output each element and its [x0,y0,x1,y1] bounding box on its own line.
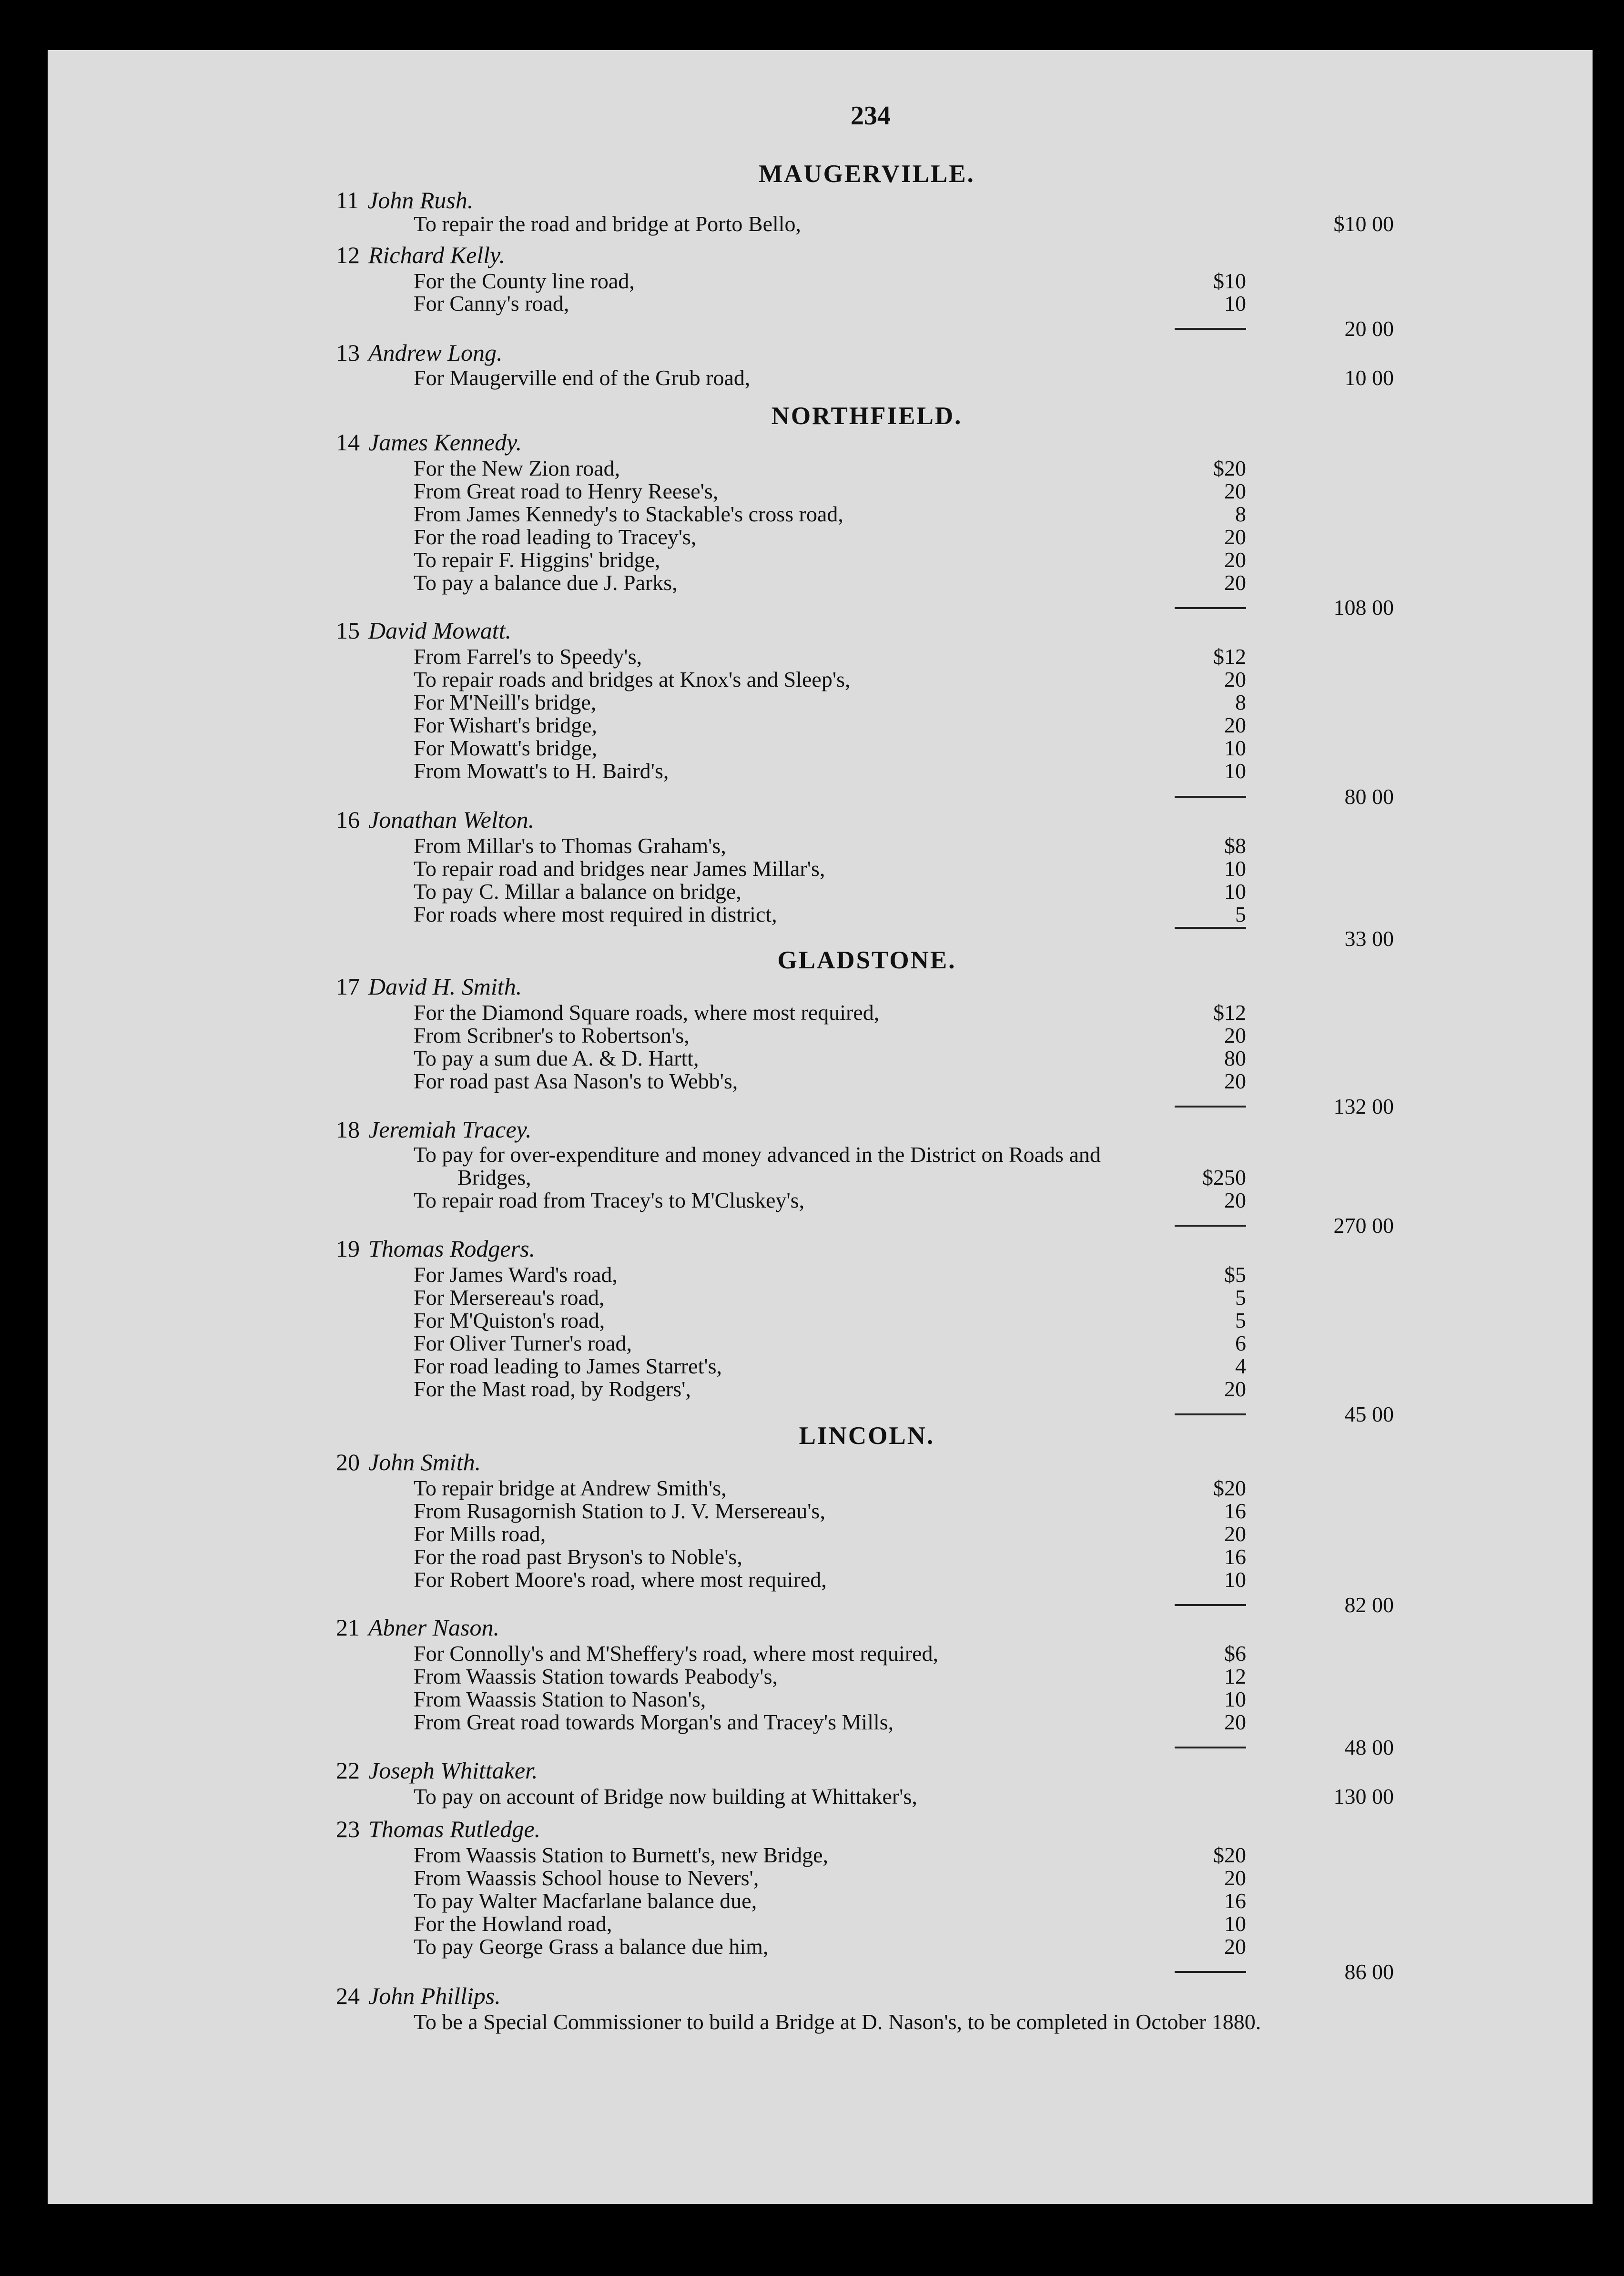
line-item-description: To repair F. Higgins' bridge, [414,548,660,572]
entry-total: 108 00 [1333,595,1394,620]
line-item-description: For James Ward's road, [414,1262,618,1287]
line-item-description: For road leading to James Starret's, [414,1354,722,1378]
entry-total: 33 00 [1344,926,1394,951]
line-item-amount: $12 [1213,1000,1246,1025]
line-item-description: For the New Zion road, [414,456,620,480]
entry-header [336,975,522,999]
line-item-description: For Connolly's and M'Sheffery's road, where most required, [414,1641,938,1666]
subtotal-rule [1175,607,1246,609]
line-item-amount: 5 [1235,1308,1246,1332]
commissioner-name: David H. Smith. [368,973,522,1000]
line-item-amount: 8 [1235,502,1246,526]
line-item-amount: 8 [1235,690,1246,714]
line-item-amount: 20 [1224,1522,1246,1546]
commissioner-name: Abner Nason. [368,1614,499,1641]
entry-header [336,1118,532,1142]
line-item-amount: 20 [1224,1188,1246,1212]
line-item-description: To repair road from Tracey's to M'Cluskey's, [414,1188,805,1212]
subtotal-rule [1175,796,1246,798]
line-item-description: From Waassis School house to Nevers', [414,1866,759,1890]
commissioner-name: John Phillips. [368,1982,501,2009]
entry-header [336,1758,538,1783]
line-item-description: From Waassis Station to Nason's, [414,1687,706,1711]
line-item-description: To repair road and bridges near James Millar's, [414,856,825,881]
line-item-amount: 10 [1224,736,1246,760]
line-item-description: To pay a balance due J. Parks, [414,570,678,595]
line-item-description: For M'Neill's bridge, [414,690,597,714]
line-item-amount: 10 [1224,879,1246,904]
line-item-description: For Mills road, [414,1522,546,1546]
subtotal-rule [1175,1413,1246,1415]
line-item-description: For the Mast road, by Rodgers', [414,1377,691,1401]
line-item-amount: 10 [1224,1911,1246,1936]
entry-number: 13 [336,339,360,366]
line-item-description: From Farrel's to Speedy's, [414,644,642,669]
entry-total: 20 00 [1344,316,1394,341]
entry-total: $10 00 [1333,212,1394,236]
entry-number: 23 [336,1816,360,1842]
entry-header [336,243,505,268]
entry-number: 11 [336,187,359,213]
line-item-amount: 4 [1235,1354,1246,1378]
line-item-description: To pay Walter Macfarlane balance due, [414,1889,757,1913]
line-item-amount: 20 [1224,479,1246,503]
commissioner-name: John Smith. [368,1449,481,1475]
line-item-description: For the road past Bryson's to Noble's, [414,1544,742,1569]
line-item-description: For the road leading to Tracey's, [414,525,697,549]
entry-total: 270 00 [1333,1213,1394,1238]
line-item-description: To pay for over-expenditure and money advanced in the District on Roads and [414,1142,1101,1167]
subtotal-rule [1175,1225,1246,1227]
line-item-description: From Rusagornish Station to J. V. Mersereau's, [414,1499,825,1523]
entry-total: 130 00 [1333,1784,1394,1809]
line-item-description: From Mowatt's to H. Baird's, [414,759,669,783]
line-item-description: For road past Asa Nason's to Webb's, [414,1069,738,1093]
line-item-amount: 16 [1224,1889,1246,1913]
entry-total: 86 00 [1344,1960,1394,1984]
line-item-amount: 10 [1224,856,1246,881]
line-item-description: From Scribner's to Robertson's, [414,1023,690,1047]
line-item-description: For Maugerville end of the Grub road, [414,366,751,390]
line-item-amount: 6 [1235,1331,1246,1355]
line-item-amount: $6 [1224,1641,1246,1666]
section-heading: MAUGERVILLE. [759,160,975,188]
entry-number: 18 [336,1116,360,1143]
entry-number: 24 [336,1982,360,2009]
commissioner-name: John Rush. [367,187,474,213]
line-item-amount: 20 [1224,1866,1246,1890]
line-item-description: To pay a sum due A. & D. Hartt, [414,1046,699,1070]
line-item-amount: 16 [1224,1544,1246,1569]
section-heading: LINCOLN. [799,1422,935,1450]
line-item-amount: $12 [1213,644,1246,669]
subtotal-rule [1175,328,1246,330]
line-item-amount: 10 [1224,759,1246,783]
line-item-description: To repair bridge at Andrew Smith's, [414,1476,727,1500]
line-item-amount: 10 [1224,1567,1246,1592]
entry-total: 10 00 [1344,366,1394,390]
entry-total: 82 00 [1344,1593,1394,1617]
line-item-amount: 5 [1235,902,1246,926]
commissioner-name: James Kennedy. [368,429,522,456]
entry-total: 48 00 [1344,1735,1394,1759]
line-item-description: From Great road towards Morgan's and Tracey's Mills, [414,1710,894,1734]
line-item-amount: 20 [1224,1710,1246,1734]
scan-mark [0,1725,6,1748]
line-item-amount: 20 [1224,548,1246,572]
line-item-amount: 5 [1235,1285,1246,1310]
line-item-description: Bridges, [457,1165,531,1189]
entry-header [336,1817,540,1842]
line-item-description: To be a Special Commissioner to build a Bridge at D. Nason's, to be completed in October 1880. [414,2010,1261,2034]
commissioner-name: Jeremiah Tracey. [368,1116,532,1143]
page-number: 234 [851,101,891,131]
line-item-amount: $10 [1213,269,1246,293]
entry-number: 16 [336,806,360,833]
entry-number: 17 [336,973,360,1000]
line-item-description: For Wishart's bridge, [414,713,598,737]
entry-total: 132 00 [1333,1094,1394,1118]
line-item-amount: 10 [1224,291,1246,315]
entry-header [336,430,522,455]
line-item-amount: 20 [1224,1934,1246,1959]
subtotal-rule [1175,1604,1246,1606]
entry-header [336,341,503,366]
entry-header [336,1450,481,1475]
entry-number: 22 [336,1757,360,1784]
section-heading: NORTHFIELD. [771,402,963,430]
subtotal-rule [1175,1106,1246,1108]
line-item-amount: 20 [1224,525,1246,549]
line-item-description: For Mowatt's bridge, [414,736,598,760]
line-item-amount: $20 [1213,456,1246,480]
line-item-amount: 12 [1224,1664,1246,1688]
commissioner-name: Richard Kelly. [368,242,505,268]
commissioner-name: Joseph Whittaker. [368,1757,538,1784]
line-item-amount: 20 [1224,1069,1246,1093]
line-item-description: To repair the road and bridge at Porto Bello, [414,212,802,236]
line-item-description: From James Kennedy's to Stackable's cross road, [414,502,843,526]
line-item-description: For the County line road, [414,269,635,293]
line-item-description: For roads where most required in district, [414,902,777,926]
line-item-description: From Waassis Station towards Peabody's, [414,1664,778,1688]
line-item-amount: 20 [1224,1023,1246,1047]
line-item-description: For Canny's road, [414,291,569,315]
line-item-amount: 80 [1224,1046,1246,1070]
line-item-description: To pay C. Millar a balance on bridge, [414,879,741,904]
commissioner-name: Andrew Long. [368,339,503,366]
entry-number: 15 [336,617,360,644]
line-item-amount: 20 [1224,667,1246,691]
subtotal-rule [1175,927,1246,929]
line-item-amount: $250 [1202,1165,1246,1189]
line-item-description: For Oliver Turner's road, [414,1331,632,1355]
line-item-description: From Millar's to Thomas Graham's, [414,833,726,858]
commissioner-name: Jonathan Welton. [368,806,535,833]
line-item-amount: 20 [1224,570,1246,595]
line-item-description: To repair roads and bridges at Knox's and Sleep's, [414,667,851,691]
entry-total: 45 00 [1344,1402,1394,1426]
line-item-amount: 10 [1224,1687,1246,1711]
line-item-description: For M'Quiston's road, [414,1308,605,1332]
entry-number: 14 [336,429,360,456]
scan-mark [0,338,9,362]
entry-header [336,808,534,833]
entry-header [336,188,473,213]
entry-number: 20 [336,1449,360,1475]
line-item-description: To pay George Grass a balance due him, [414,1934,769,1959]
line-item-amount: 20 [1224,1377,1246,1401]
commissioner-name: Thomas Rutledge. [368,1816,541,1842]
entry-number: 21 [336,1614,360,1641]
line-item-description: For the Howland road, [414,1911,612,1936]
line-item-description: From Waassis Station to Burnett's, new Bridge, [414,1843,829,1867]
entry-number: 19 [336,1235,360,1262]
line-item-amount: $20 [1213,1476,1246,1500]
line-item-amount: 20 [1224,713,1246,737]
entry-header [336,1616,499,1640]
entry-header [336,1984,501,2009]
commissioner-name: David Mowatt. [368,617,511,644]
line-item-amount: $20 [1213,1843,1246,1867]
line-item-amount: 16 [1224,1499,1246,1523]
subtotal-rule [1175,1971,1246,1973]
section-heading: GLADSTONE. [777,946,956,974]
line-item-description: To pay on account of Bridge now building at Whittaker's, [414,1784,917,1809]
line-item-description: For Mersereau's road, [414,1285,605,1310]
line-item-amount: $5 [1224,1262,1246,1287]
entry-number: 12 [336,242,360,268]
entry-total: 80 00 [1344,784,1394,809]
line-item-description: From Great road to Henry Reese's, [414,479,719,503]
line-item-amount: $8 [1224,833,1246,858]
line-item-description: For Robert Moore's road, where most required, [414,1567,827,1592]
entry-header [336,619,511,643]
line-item-description: For the Diamond Square roads, where most required, [414,1000,880,1025]
entry-header [336,1237,535,1261]
commissioner-name: Thomas Rodgers. [368,1235,536,1262]
subtotal-rule [1175,1747,1246,1748]
